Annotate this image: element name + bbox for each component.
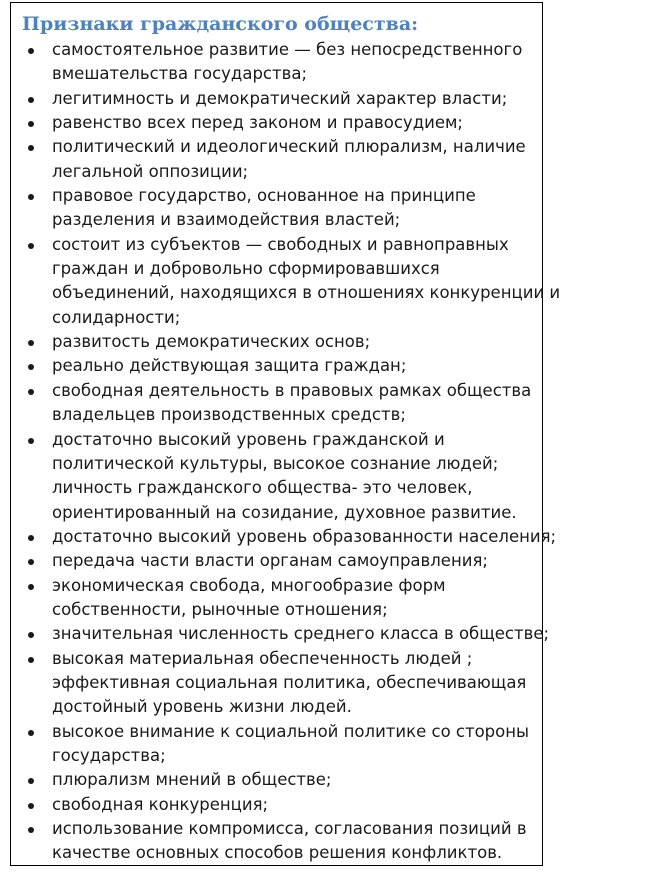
list-item-line: граждан и добровольно сформировавшихся <box>52 259 440 279</box>
list-item-line: ориентированный на созидание, духовное развитие. <box>52 502 517 522</box>
bullet-icon <box>28 389 34 395</box>
list-item-line: свободная конкуренция; <box>52 794 269 814</box>
list-item-line: свободная деятельность в правовых рамках общества <box>52 380 532 400</box>
list-item-line: использование компромисса, согласования позиций в <box>52 819 527 838</box>
bullet-icon <box>28 121 34 127</box>
list-item-line: самостоятельное развитие — без непосредственного <box>52 40 523 59</box>
list-item <box>0 817 540 866</box>
list-item <box>0 549 540 573</box>
list-item-line: развитость демократических основ; <box>52 332 371 352</box>
list-item <box>0 525 557 549</box>
bullet-icon <box>28 48 34 54</box>
bullet-icon <box>28 535 34 541</box>
list-item <box>0 111 540 135</box>
list-item-line: легальной оппозиции; <box>52 161 249 181</box>
list-item-line: качестве основных способов решения конфликтов. <box>52 843 503 863</box>
list-item <box>0 428 540 525</box>
bullet-icon <box>28 657 34 663</box>
bullet-icon <box>28 632 34 638</box>
bullet-icon <box>28 559 34 565</box>
list-item-line: владельцев производственных средств; <box>52 405 406 425</box>
list-item-line: правовое государство, основанное на принципе <box>52 186 476 206</box>
bullet-icon <box>28 145 34 151</box>
list-item-line: реально действующая защита граждан; <box>52 356 407 376</box>
list-item-line: плюрализм мнений в обществе; <box>52 770 332 790</box>
list-item-line: политической культуры, высокое сознание людей; <box>52 453 499 473</box>
bullet-icon <box>28 827 34 833</box>
list-item-line: собственности, рыночные отношения; <box>52 599 388 619</box>
list-item-line: вмешательства государства; <box>52 64 308 84</box>
list-item <box>0 354 540 378</box>
list-item <box>0 720 540 769</box>
list-item-line: объединений, находящихся в отношениях конкуренции и <box>52 283 561 303</box>
list-item-line: высокое внимание к социальной политике со стороны <box>52 721 530 741</box>
list-item-line: передача части власти органам самоуправления; <box>52 551 488 571</box>
list-item-line: значительная численность среднего класса в обществе; <box>52 624 550 644</box>
list-item <box>0 87 540 111</box>
list-item-line: солидарности; <box>52 307 181 327</box>
list-item <box>0 233 561 330</box>
list-item <box>0 184 540 233</box>
bullet-icon <box>28 364 34 370</box>
list-item <box>0 622 550 646</box>
list-item-line: достойный уровень жизни людей. <box>52 697 352 717</box>
list-item-line: экономическая свобода, многообразие форм <box>52 575 446 595</box>
list-item <box>0 38 540 87</box>
page-title: Признаки гражданского общества: <box>22 13 419 35</box>
list-item <box>0 793 540 817</box>
list-item <box>0 647 540 720</box>
list-item-line: эффективная социальная политика, обеспечивающая <box>52 672 527 692</box>
bullet-icon <box>28 438 34 444</box>
list-item-line: легитимность и демократический характер власти; <box>52 88 508 108</box>
list-item-line: политический и идеологический плюрализм, наличие <box>52 137 526 157</box>
list-item <box>0 768 540 792</box>
bullet-icon <box>28 584 34 590</box>
list-item-line: разделения и взаимодействия властей; <box>52 210 401 230</box>
list-item <box>0 135 540 184</box>
bullet-icon <box>28 803 34 809</box>
list-item-line: государства; <box>52 745 166 765</box>
list-item-line: равенство всех перед законом и правосудием; <box>52 113 463 133</box>
bullet-icon <box>28 97 34 103</box>
bullet-icon <box>28 340 34 346</box>
features-list <box>0 38 561 866</box>
list-item-line: достаточно высокий уровень гражданской и <box>52 429 445 449</box>
list-item <box>0 574 540 623</box>
list-item-line: состоит из субъектов — свободных и равноправных <box>52 234 509 254</box>
bullet-icon <box>28 778 34 784</box>
list-item <box>0 330 540 354</box>
bullet-icon <box>28 243 34 249</box>
list-item-line: высокая материальная обеспеченность людей ; <box>52 648 473 668</box>
list-item-line: достаточно высокий уровень образованности населения; <box>52 526 557 546</box>
bullet-icon <box>28 194 34 200</box>
list-item <box>0 379 540 428</box>
bullet-icon <box>28 730 34 736</box>
list-item-line: личность гражданского общества- это человек, <box>52 478 473 498</box>
